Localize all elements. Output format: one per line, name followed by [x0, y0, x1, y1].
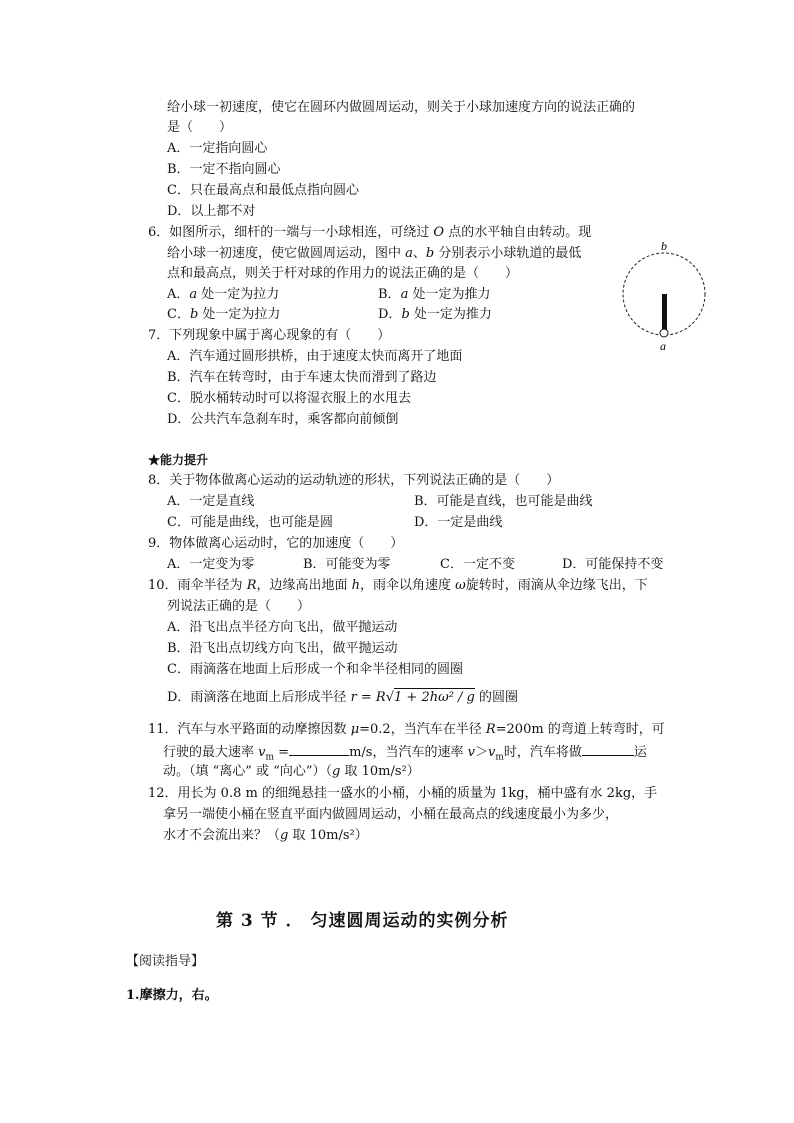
q5-line1: 给小球一初速度，使它在圆环内做圆周运动，则关于小球加速度方向的说法正确的 [167, 100, 636, 115]
q6-option-b: B．a 处一定为推力 [378, 287, 491, 302]
q10-option-d: D．雨滴落在地面上后形成半径 r = R√1 + 2hω² / g 的圆圈 [167, 690, 519, 705]
q9-option-c: C．一定不变 [440, 557, 515, 572]
q5-option-b: B．一定不指向圆心 [167, 162, 281, 177]
q10-line1: 10．雨伞半径为 R，边缘高出地面 h，雨伞以角速度 ω旋转时，雨滴从伞边缘飞出，下 [148, 578, 648, 593]
q8-option-a: A．一定是直线 [167, 494, 255, 509]
q6-option-c: C．b 处一定为拉力 [167, 307, 281, 322]
q10-option-c: C．雨滴落在地面上后形成一个和伞半径相同的圆圈 [167, 662, 463, 677]
rod-circle-figure [618, 236, 714, 354]
q8-option-d: D．一定是曲线 [414, 515, 503, 530]
q11-line2: 行驶的最大速率 $v_m = m/s$，当汽车的速率 $v>v_m$时，汽车将做 运 [163, 745, 647, 763]
q6-option-a: A．a 处一定为拉力 [167, 287, 280, 302]
q9-stem: 9．物体做离心运动时，它的加速度（ ） [148, 536, 404, 551]
answer-1: 1.摩擦力，右。 [126, 988, 218, 1003]
q12-line1: 12．用长为 0.8 m 的细绳悬挂一盛水的小桶，小桶的质量为 1kg，桶中盛有水 2kg，手 [148, 786, 658, 801]
q8-option-b: B．可能是直线，也可能是曲线 [414, 494, 593, 509]
q5-option-d: D．以上都不对 [167, 204, 256, 219]
q9-option-b: B．可能变为零 [303, 557, 391, 572]
q5-option-a: A．一定指向圆心 [167, 141, 268, 156]
q8-stem: 8．关于物体做离心运动的运动轨迹的形状，下列说法正确的是（ ） [148, 473, 560, 488]
section-title: 第 3 节 ． 匀速圆周运动的实例分析 [216, 911, 509, 931]
q6-line2: 给小球一初速度，使它做圆周运动，图中 a、b 分别表示小球轨道的最低 [167, 246, 582, 261]
q11-line3: 动。（填 “离心” 或 “向心”）（g 取 10m/s²） [163, 764, 420, 779]
reading-guide-heading: 【阅读指导】 [126, 954, 205, 969]
q6-line1: 6．如图所示，细杆的一端与一小球相连，可绕过 O 点的水平轴自由转动。现 [148, 225, 592, 240]
q11-line1: 11．汽车与水平路面的动摩擦因数 μ=0.2，当汽车在半径 R=200m 的弯道上转弯时，可 [148, 722, 665, 737]
rod [662, 294, 667, 332]
label-a: a [660, 339, 666, 353]
q7-option-b: B．汽车在转弯时，由于车速太快而滑到了路边 [167, 370, 437, 385]
q6-line3: 点和最高点，则关于杆对球的作用力的说法正确的是（ ） [167, 266, 519, 281]
q7-option-c: C．脱水桶转动时可以将湿衣服上的水甩去 [167, 391, 411, 406]
q10-formula: r = R√1 + 2hω² / g [350, 690, 475, 705]
q9-option-d: D．可能保持不变 [562, 557, 664, 572]
q10-option-b: B．沿飞出点切线方向飞出，做平抛运动 [167, 641, 398, 656]
q7-option-d: D．公共汽车急刹车时，乘客都向前倾倒 [167, 412, 399, 427]
ability-heading: ★能力提升 [148, 453, 209, 467]
q5-option-c: C．只在最高点和最低点指向圆心 [167, 183, 359, 198]
blank-motion-type[interactable] [582, 743, 634, 756]
q6-option-d: D．b 处一定为推力 [378, 307, 492, 322]
q9-option-a: A．一定变为零 [167, 557, 255, 572]
ball [660, 329, 668, 337]
blank-max-speed[interactable] [289, 743, 349, 756]
q7-stem: 7．下列现象中属于离心现象的有（ ） [148, 328, 391, 343]
q8-option-c: C．可能是曲线，也可能是圆 [167, 515, 333, 530]
q7-option-a: A．汽车通过圆形拱桥，由于速度太快而离开了地面 [167, 349, 463, 364]
q10-line2: 列说法正确的是（ ） [167, 599, 311, 614]
label-b: b [661, 239, 667, 253]
q12-line2: 拿另一端使小桶在竖直平面内做圆周运动，小桶在最高点的线速度最小为多少， [163, 807, 619, 822]
q12-line3: 水才不会流出来？（g 取 10m/s²） [163, 828, 368, 843]
q10-option-a: A．沿飞出点半径方向飞出，做平抛运动 [167, 620, 398, 635]
q5-line2: 是（ ） [167, 120, 233, 135]
